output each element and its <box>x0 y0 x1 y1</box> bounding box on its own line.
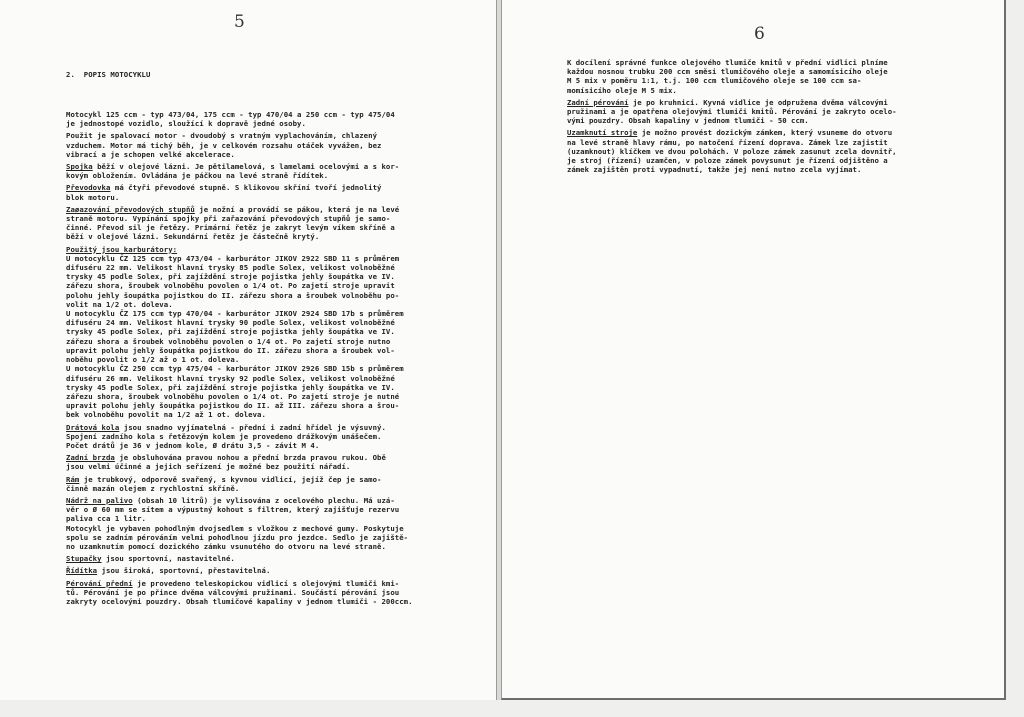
paragraph-term: Uzamknutí stroje <box>567 128 638 138</box>
text-line <box>66 423 458 432</box>
text-line: činně mazán olejem z rychlostní skříně. <box>66 483 240 493</box>
text-line-rest: je obsluhována pravou nohou a přední brzda pravou rukou. Obě <box>114 453 386 463</box>
paragraph <box>66 183 458 201</box>
paragraph <box>66 110 458 128</box>
text-line: je jednostopé vozidlo, sloužící k dopravě jedné osoby. <box>66 119 306 129</box>
text-line <box>66 554 458 563</box>
text-line: noběhu povolit o 1/2 až o 1 ot. doleva. <box>66 355 240 365</box>
text-line: každou nosnou trubku 200 ccm směsi tlumičového oleje a samomísicího oleje <box>567 67 888 77</box>
paragraph-term: Pérování přední <box>66 578 133 588</box>
text-line-rest: je možno provést dozickým zámkem, který vsuneme do otvoru <box>637 128 893 138</box>
paragraph <box>567 58 947 95</box>
paragraph-term: Nádrž na palivo <box>66 495 133 505</box>
text-line: polohu jehly šoupátka pojistkou do II. zářezu shora a šroubek volnoběhu po- <box>66 290 400 300</box>
text-line: běží v olejové lázni. Sekundární řetěz je částečně krytý. <box>66 232 320 242</box>
text-line <box>66 579 458 588</box>
text-line: vými pouzdry. Obsah kapaliny v jednom tlumiči - 50 ccm. <box>567 116 809 126</box>
left-page-text <box>66 52 458 628</box>
paragraph <box>567 128 947 174</box>
text-line-rest: jsou sportovní, nastavitelné. <box>101 554 235 564</box>
page-number-right: 6 <box>754 24 765 44</box>
paragraph-term: Převodovka <box>66 183 111 193</box>
text-line: straně motoru. Vypínání spojky při zařazování převodových stupňů je samo- <box>66 214 391 224</box>
left-paragraphs <box>66 110 458 606</box>
paragraph-term: Použitý jsou karburátory: <box>66 244 178 254</box>
text-line: K docílení správné funkce olejového tlumiče kmitů v přední vidlici plníme <box>567 58 888 67</box>
paragraph <box>66 245 458 420</box>
text-line: momísicího oleje M 5 mix. <box>567 85 677 95</box>
paragraph <box>66 579 458 607</box>
text-line: je stroj (řízení) uzamčen, v poloze zámek povysunut je řízení odjištěno a <box>567 156 888 166</box>
paragraph <box>66 162 458 180</box>
text-line: volit na 1/2 ot. doleva. <box>66 299 173 309</box>
text-line: zakryty ocelovými pouzdry. Obsah tlumičové kapaliny v jednom tlumiči - 200ccm. <box>66 596 413 606</box>
paragraph-term: Rám <box>66 474 80 484</box>
text-line <box>66 453 458 462</box>
text-line: paliva cca 1 litr. <box>66 514 146 524</box>
text-line-rest: je trubkový, odporově svařený, s kyvnou vidlicí, jejíž čep je samo- <box>79 474 382 484</box>
text-line: Motocykl 125 ccm - typ 473/04, 175 ccm - typ 470/04 a 250 ccm - typ 475/04 <box>66 110 395 120</box>
text-line: bek volnoběhu povolit na 1/2 až 1 ot. doleva. <box>66 410 266 420</box>
text-line: činné. Převod sil je řetězy. Primární řetěz je zakryt levým víkem skříně a <box>66 223 395 233</box>
section-heading: 2. POPIS MOTOCYKLU <box>66 70 151 80</box>
page-number-left: 5 <box>234 12 245 32</box>
text-line: tů. Pérování je po přince dvěma válcovými pružinami. Součástí pérování jsou <box>66 587 400 597</box>
paragraph-term: Stupačky <box>66 554 102 564</box>
text-line-rest: jsou široká, sportovní, přestavitelná. <box>97 566 271 576</box>
text-line-rest: je nožní a provádí se pákou, která je na levé <box>194 204 400 214</box>
text-line: zářezu shora, šroubek volnoběhu povolen o 1/4 ot. Po zajetí stroje je nutné <box>66 391 400 401</box>
text-line: difuséru 22 mm. Velikost hlavní trysky 85 podle Solex, velikost volnoběžné <box>66 263 395 273</box>
text-line <box>66 183 458 192</box>
text-line <box>66 162 458 171</box>
left-page <box>0 0 497 700</box>
text-line-rest: běží v olejové lázni. Je pětilamelová, s lamelami ocelovými a s kor- <box>92 162 400 172</box>
text-line: (uzamknout) klíčkem ve dvou polohách. V poloze zámek zasunut zcela dovnitř, <box>567 146 897 156</box>
text-line: Použit je spalovací motor - dvoudobý s vratným vyplachováním, chlazený <box>66 131 378 141</box>
text-line: U motocyklu ČZ 250 ccm typ 475/04 - karburátor JIKOV 2926 SBD 15b s průměrem <box>66 364 404 374</box>
text-line <box>567 128 947 137</box>
text-line: trysky 45 podle Solex, při zajíždění stroje pojistka jehly šoupátka ve IV. <box>66 327 395 337</box>
text-line: věr o Ø 60 mm se sítem a výpustný kohout s filtrem, který zajišťuje rezervu <box>66 505 400 515</box>
paragraph <box>66 566 458 575</box>
text-line: vzduchem. Motor má tichý běh, je v celkovém rozsahu otáček vyvážen, bez <box>66 140 382 150</box>
paragraph-term: Zadní pérování <box>567 97 629 107</box>
text-line: no uzamknutím pomocí dozického zámku vsunutého do otvoru na levé straně. <box>66 541 386 551</box>
paragraph <box>567 98 947 126</box>
text-line-rest: jsou snadno vyjímatelná - přední i zadní hřídel je výsuvný. <box>119 422 386 432</box>
right-page <box>501 0 1006 700</box>
text-line: Počet drátů je 36 v jednom kole, Ø drátu 3,5 - závit M 4. <box>66 440 320 450</box>
right-paragraphs <box>567 58 947 177</box>
text-line <box>567 98 947 107</box>
paragraph-term: Drátová kola <box>66 422 120 432</box>
paragraph <box>66 453 458 471</box>
text-line: U motocyklu ČZ 125 ccm typ 473/04 - karburátor JIKOV 2922 SBD 11 s průměrem <box>66 253 400 263</box>
text-line: spolu se zadním pérováním velmi pohodlnou jízdu pro jezdce. Sedlo je zajiště- <box>66 532 409 542</box>
text-line-rest: je po kruhnici. Kyvná vidlice je odpružena dvěma válcovými <box>628 97 888 107</box>
text-line: zářezu shora, šroubek volnoběhu povolen o 1/4 ot. Po zajetí stroje upravit <box>66 281 395 291</box>
paragraph <box>66 205 458 242</box>
text-line <box>66 496 458 505</box>
text-line <box>66 475 458 484</box>
text-line: jsou velmi účinné a jejich seřízení je možné bez použití nářadí. <box>66 462 351 472</box>
paragraph <box>66 554 458 563</box>
text-line: difuséru 24 mm. Velikost hlavní trysky 90 podle Solex, velikost volnoběžné <box>66 318 395 328</box>
text-line: Spojení zadního kola s řetězovým kolem je provedeno drážkovým unášečem. <box>66 431 382 441</box>
paragraph <box>66 496 458 551</box>
text-line: vibrací a je schopen velké akcelerace. <box>66 149 235 159</box>
text-line: trysky 45 podle Solex, při zajíždění stroje pojistka jehly šoupátka ve IV. <box>66 382 395 392</box>
text-line-rest: má čtyři převodové stupně. S klikovou skříní tvoří jednolitý <box>110 183 382 193</box>
text-line: Motocykl je vybaven pohodlným dvojsedlem s vložkou z mechové gumy. Poskytuje <box>66 523 404 533</box>
text-line-rest: (obsah 10 litrů) je vylisována z ocelového plechu. Má uzá- <box>132 495 395 505</box>
paragraph-term: Řídítka <box>66 566 98 576</box>
paragraph <box>66 475 458 493</box>
text-line: zářezu shora a šroubek volnoběhu povolen o 1/4 ot. Po zajetí stroje nutno <box>66 336 391 346</box>
text-line <box>66 245 458 254</box>
paragraph-term: Zadní brzda <box>66 453 115 463</box>
text-line: difuséru 26 mm. Velikost hlavní trysky 92 podle Solex, velikost volnoběžné <box>66 373 395 383</box>
text-line: pružinami a je opatřena olejovými tlumiči kmitů. Pérování je zakryto ocelo- <box>567 107 897 117</box>
text-line: blok motoru. <box>66 192 120 202</box>
text-line: M 5 mix v poměru 1:1, t.j. 100 ccm tlumičového oleje se 100 ccm sa- <box>567 76 862 86</box>
paragraph-term: Spojka <box>66 162 93 172</box>
text-line: na levé straně hlavy rámu, po natočení řízení doprava. Zámek lze zajistit <box>567 137 888 147</box>
paragraph-term: Zaøazování převodových stupňů <box>66 204 195 214</box>
text-line <box>66 205 458 214</box>
text-line: kovým obložením. Ovládána je páčkou na levé straně řídítek. <box>66 171 329 181</box>
text-line: upravit polohu jehly šoupátka pojistkou do II. až III. zářezu shora a šrou- <box>66 401 400 411</box>
text-line <box>66 566 458 575</box>
text-line: zámek zajištěn proti vypadnutí, takže jej není nutno zcela vyjímat. <box>567 165 862 175</box>
paragraph <box>66 131 458 159</box>
text-line: upravit polohu jehly šoupátka pojistkou do II. zářezu shora a šroubek vol- <box>66 345 395 355</box>
paragraph <box>66 423 458 451</box>
text-line: U motocyklu ČZ 175 ccm typ 470/04 - karburátor JIKOV 2924 SBD 17b s průměrem <box>66 309 404 319</box>
text-line: trysky 45 podle Solex, při zajíždění stroje pojistka jehly šoupátka ve IV. <box>66 272 395 282</box>
text-line-rest: je provedeno teleskopickou vidlicí s olejovými tlumiči kmi- <box>132 578 400 588</box>
